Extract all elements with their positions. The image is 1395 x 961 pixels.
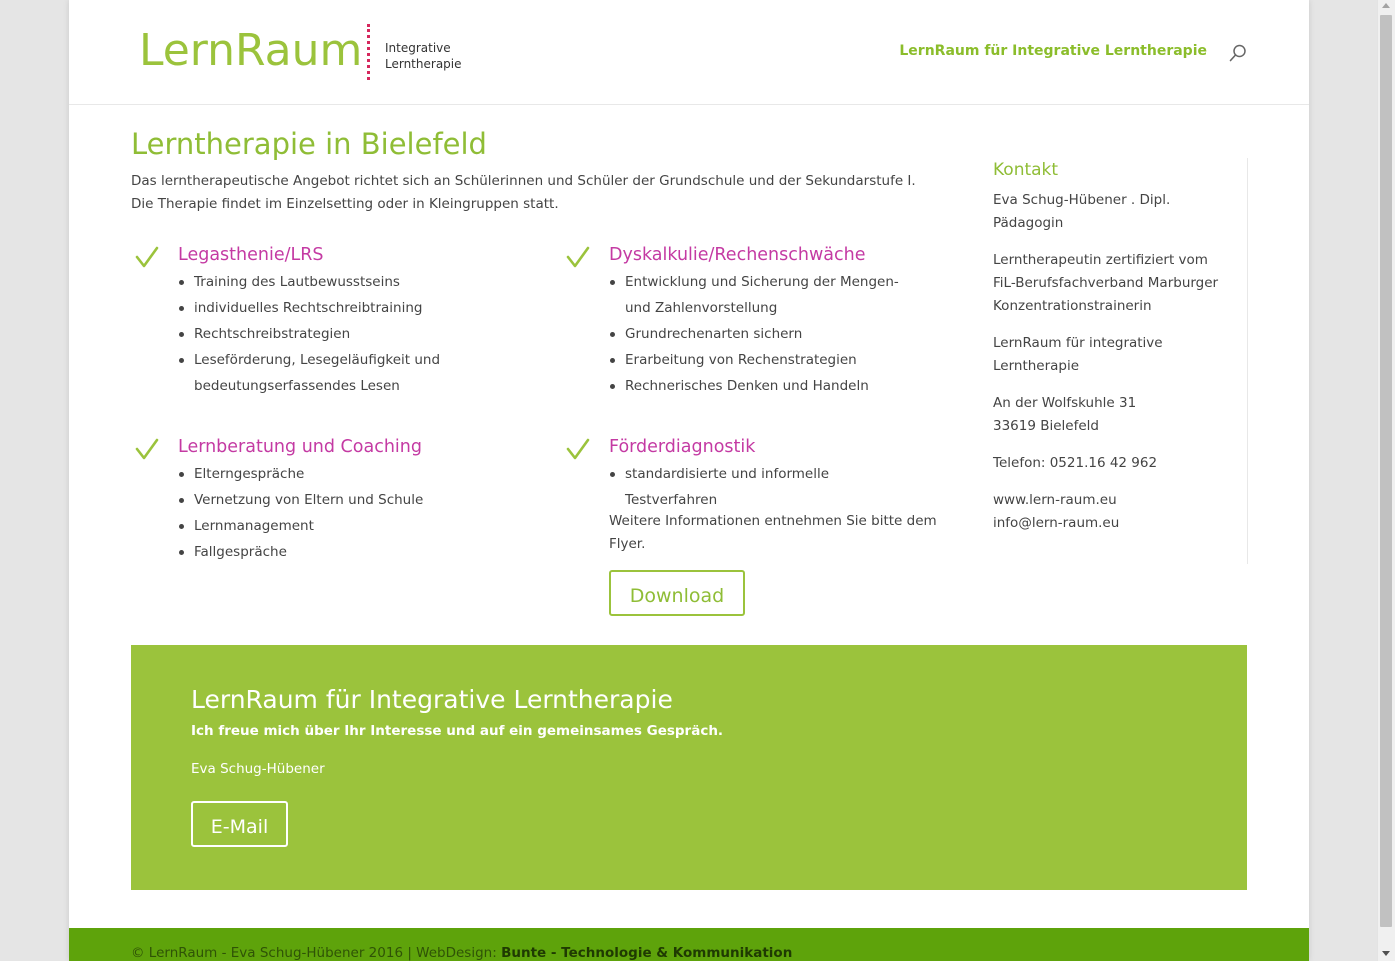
flyer-info-text: Weitere Informationen entnehmen Sie bitte dem Flyer. bbox=[609, 513, 937, 552]
contact-organisation: LernRaum für integrative Lerntherapie bbox=[993, 335, 1163, 374]
logo-divider bbox=[367, 24, 370, 80]
logo-subtitle-line2: Lerntherapie bbox=[385, 57, 462, 71]
site-header bbox=[69, 0, 1309, 105]
service-heading: Dyskalkulie/Rechenschwäche bbox=[609, 245, 866, 265]
search-icon[interactable] bbox=[1229, 44, 1247, 62]
checkmark-icon bbox=[133, 243, 161, 271]
checkmark-icon bbox=[564, 243, 592, 271]
list-item: Vernetzung von Eltern und Schule bbox=[178, 487, 478, 513]
service-heading: Förderdiagnostik bbox=[609, 437, 756, 457]
contact-street: An der Wolfskuhle 31 bbox=[993, 395, 1137, 411]
logo[interactable]: LernRaum bbox=[139, 25, 363, 76]
service-list bbox=[609, 461, 909, 513]
footer-text bbox=[131, 945, 792, 961]
scroll-down-arrow-icon[interactable] bbox=[1382, 951, 1390, 956]
nav-link-home[interactable]: LernRaum für Integrative Lerntherapie bbox=[899, 43, 1207, 59]
list-item: Elterngespräche bbox=[178, 461, 478, 487]
service-list bbox=[178, 461, 478, 565]
cta-title: LernRaum für Integrative Lerntherapie bbox=[191, 685, 673, 714]
cta-subtitle: Ich freue mich über Ihr Interesse und auf ein gemeinsames Gespräch. bbox=[191, 723, 724, 739]
checkmark-icon bbox=[133, 435, 161, 463]
page bbox=[69, 0, 1309, 961]
contact-phone: Telefon: 0521.16 42 962 bbox=[993, 455, 1158, 471]
email-link[interactable]: info@lern-raum.eu bbox=[993, 515, 1120, 531]
scroll-up-arrow-icon[interactable] bbox=[1382, 3, 1390, 8]
cta-section bbox=[131, 645, 1247, 890]
service-heading: Lernberatung und Coaching bbox=[178, 437, 422, 457]
service-list bbox=[609, 269, 909, 399]
sidebar-title: Kontakt bbox=[993, 160, 1059, 180]
intro-text: Das lerntherapeutische Angebot richtet sich an Schülerinnen und Schüler der Grundschule und der Sekundarstufe I. Die Therapie findet im Einzelsetting oder in Kleingruppen statt. bbox=[131, 173, 916, 212]
service-heading: Legasthenie/LRS bbox=[178, 245, 324, 265]
list-item: Rechnerisches Denken und Handeln bbox=[609, 373, 909, 399]
email-button[interactable]: E-Mail bbox=[191, 801, 288, 847]
contact-certification: Lerntherapeutin zertifiziert vom FiL-Berufsfachverband Marburger Konzentrationstrainerin bbox=[993, 252, 1219, 314]
list-item: Lernmanagement bbox=[178, 513, 478, 539]
service-list bbox=[178, 269, 478, 399]
list-item: Entwicklung und Sicherung der Mengen- und Zahlenvorstellung bbox=[609, 269, 909, 321]
footer-designer-link[interactable]: Bunte - Technologie & Kommunikation bbox=[501, 945, 793, 961]
contact-name: Eva Schug-Hübener . Dipl. Pädagogin bbox=[993, 192, 1171, 231]
list-item: Leseförderung, Lesegeläufigkeit und bedeutungserfassendes Lesen bbox=[178, 347, 444, 399]
footer-copyright: © LernRaum - Eva Schug-Hübener 2016 | WebDesign: bbox=[131, 945, 502, 961]
list-item: Training des Lautbewusstseins bbox=[178, 269, 478, 295]
page-title: Lerntherapie in Bielefeld bbox=[131, 127, 487, 161]
contact-city: 33619 Bielefeld bbox=[993, 418, 1099, 434]
contact-sidebar bbox=[993, 158, 1248, 564]
cta-name: Eva Schug-Hübener bbox=[191, 761, 325, 777]
contact-address bbox=[993, 392, 1233, 438]
list-item: individuelles Rechtschreibtraining bbox=[178, 295, 478, 321]
checkmark-icon bbox=[564, 435, 592, 463]
list-item: standardisierte und informelle Testverfahren bbox=[609, 461, 909, 513]
scrollbar-thumb[interactable] bbox=[1380, 15, 1392, 927]
list-item: Rechtschreibstrategien bbox=[178, 321, 478, 347]
scrollbar[interactable] bbox=[1377, 0, 1395, 961]
download-button[interactable]: Download bbox=[609, 570, 745, 616]
list-item: Erarbeitung von Rechenstrategien bbox=[609, 347, 909, 373]
logo-subtitle bbox=[385, 40, 462, 72]
list-item: Grundrechenarten sichern bbox=[609, 321, 909, 347]
website-link[interactable]: www.lern-raum.eu bbox=[993, 492, 1117, 508]
site-footer bbox=[69, 928, 1309, 961]
contact-links bbox=[993, 489, 1233, 535]
logo-subtitle-line1: Integrative bbox=[385, 41, 451, 55]
list-item: Fallgespräche bbox=[178, 539, 478, 565]
